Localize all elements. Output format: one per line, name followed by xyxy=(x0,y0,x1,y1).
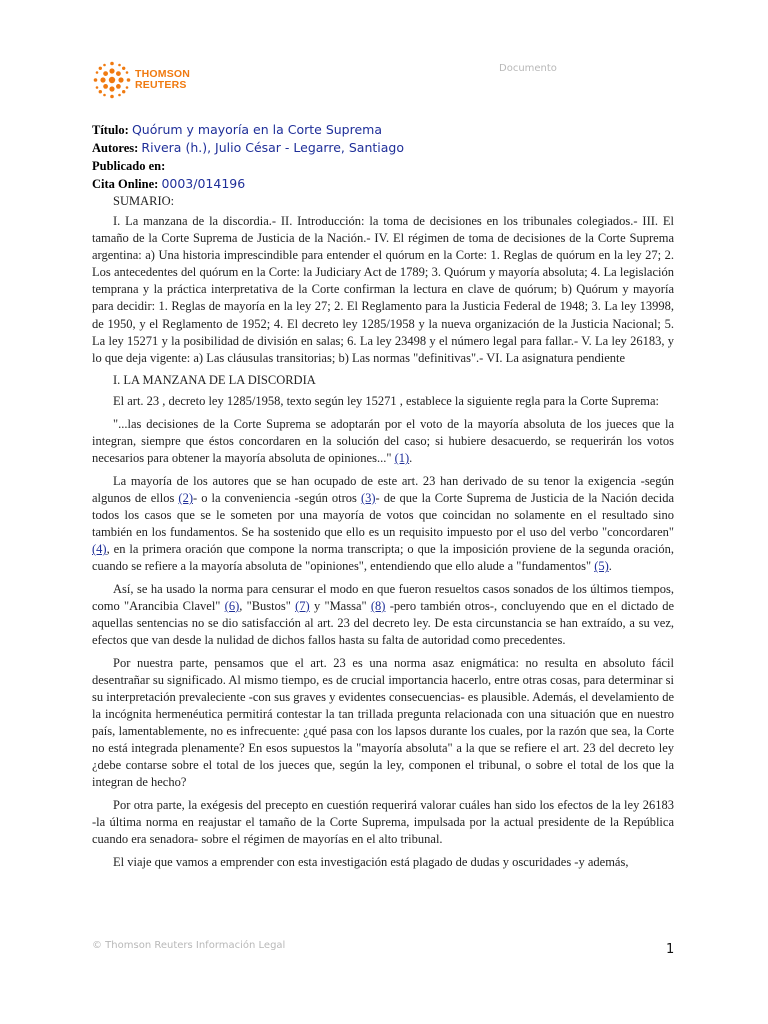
text-span: - de que la Corte Suprema de Justicia de la Nación decida todos los casos que se le someten por una mayoría de votos que coincidan no solamente en el resultado sino también en los fundamentos. Se ha sostenido que ello es un requisito impuesto por el uso del verbo "concordaren" xyxy=(92,490,675,540)
text-span: , en la primera oración que compone la norma transcripta; o que la imposición proviene de la segunda oración, cuando se refiere a la mayoría absoluta de "opiniones", entendiendo que ello alude a "fundamentos" xyxy=(92,542,674,574)
title-label: Título: xyxy=(92,123,129,137)
page-number: 1 xyxy=(666,942,675,957)
footnote-link-3[interactable]: (3) xyxy=(360,490,376,505)
text-span: . xyxy=(608,559,612,574)
footnote-link-6[interactable]: (6) xyxy=(224,598,240,613)
footnote-link-4[interactable]: (4) xyxy=(92,542,107,557)
summary-paragraph: I. La manzana de la discordia.- II. Introducción: la toma de decisiones en los tribunales colegiados.- III. El tamaño de la Corte Suprema de Justicia de la Nación.- IV. El régimen de toma de decisiones de la Corte Suprema argentina: a) Una historia imprescindible para entender el quórum en la Corte: 1. Reglas de quórum en la ley 27; 2. Los antecedentes del quórum en la Corte: la Judiciary Act de 1789; 3. Quórum y mayoría absoluta; 4. La legislación temprana y la práctica interpretativa de la Corte confirman la lectura en clave de quórum; b) Quórum y mayoría para decidir: 1. Reglas de mayoría en la ley 27; 2. El Reglamento para la Justicia Federal de 1948; 3. La ley 13998, de 1950, y el Reglamento de 1952; 4. El decreto ley 1285/1958 y la nueva organización de la Justicia Nacional; 5. La ley 15271 y la posibilidad de división en salas; 6. La ley 23498 y el número legal para fallar.- V. La ley 26183, y lo que deja vigente: a) Las cláusulas transitorias; b) Las normas "definitivas".- VI. La asignatura pendiente xyxy=(92,214,674,365)
section-heading: I. LA MANZANA DE LA DISCORDIA xyxy=(113,373,316,388)
document-page xyxy=(92,0,674,1024)
paragraph-2 xyxy=(92,473,674,576)
authors-label: Autores: xyxy=(92,141,139,156)
document-metadata xyxy=(92,121,674,210)
document-authors: Rivera (h.), Julio César - Legarre, Santiago xyxy=(141,140,404,156)
paragraph-1: El art. 23 , decreto ley 1285/1958, texto según ley 15271 , establece la siguiente regla para la Corte Suprema: xyxy=(113,394,660,409)
title-row xyxy=(92,121,674,139)
authors-row xyxy=(92,139,674,157)
document-label: Documento xyxy=(499,63,557,74)
quote-paragraph xyxy=(92,416,674,467)
footer-copyright: © Thomson Reuters Información Legal xyxy=(92,940,286,951)
paragraph-6: El viaje que vamos a emprender con esta investigación está plagado de dudas y oscuridades -y además, xyxy=(113,854,629,869)
paragraph-5: Por otra parte, la exégesis del precepto en cuestión requerirá valorar cuáles han sido los efectos de la ley 26183 -la última norma en reajustar el tamaño de la Corte Suprema, impulsada por la actual presidente de la República cuando era senadora- sobre el régimen de mayorías en el alto tribunal. xyxy=(92,798,674,847)
logo-wordmark xyxy=(135,69,190,91)
paragraph-3 xyxy=(92,581,674,649)
text-span: , "Bustos" xyxy=(239,598,296,613)
text-span: -pero también otros-, concluyendo que en el dictado de aquellas sentencias no se dio satisfacción al art. 23 del decreto ley. De esta circunstancia se han extraído, a su vez, efectos que van desde la nulidad de dichos fallos hasta su falta de autoridad como precedentes. xyxy=(92,598,674,648)
quote-end: . xyxy=(409,451,413,466)
document-title: Quórum y mayoría en la Corte Suprema xyxy=(131,122,383,137)
footnote-link-1[interactable]: (1) xyxy=(394,451,410,466)
document-body xyxy=(92,213,674,876)
sumario-heading: SUMARIO: xyxy=(113,194,175,209)
cita-label: Cita Online: xyxy=(92,176,159,191)
cita-online-value: 0003/014196 xyxy=(161,175,246,191)
thomson-reuters-logo-icon xyxy=(92,60,132,100)
logo-line-2: REUTERS xyxy=(135,79,187,91)
text-span: Así, se ha usado la norma para censurar el modo en que fueron resueltos casos sonados de los últimos tiempos, como "Arancibia Clavel" xyxy=(92,581,674,613)
text-span: - o la conveniencia -según otros xyxy=(193,490,361,505)
footnote-link-5[interactable]: (5) xyxy=(594,559,609,574)
published-label: Publicado en: xyxy=(92,158,166,173)
text-span: La mayoría de los autores que se han ocupado de este art. 23 han derivado de su tenor la exigencia -según algunos de ellos xyxy=(92,473,674,505)
paragraph-4: Por nuestra parte, pensamos que el art. 23 es una norma asaz enigmática: no resulta en absoluto fácil desentrañar su significado. Al mismo tiempo, es de crucial importancia hacerlo, entre otras cosas, para determinar si su interpretación prevaleciente -con sus graves y evidentes consecuencias- es plausible. Además, el develamiento de la incógnita hermenéutica permitirá contestar la tan trillada pregunta relacionada con una situación que en nuestro país, lamentablemente, no es infrecuente: ¿qué pasa con los lapsos durante los cuales, por la razón que sea, la Corte no está integrada plenamente? En esos supuestos la "mayoría absoluta" a la que se refiere el art. 23 del decreto ley ¿debe contarse sobre el total de los jueces que, según la ley, componen el tribunal, o sobre el total de los que la integran de hecho? xyxy=(92,655,674,790)
footnote-link-2[interactable]: (2) xyxy=(178,490,193,505)
footnote-link-8[interactable]: (8) xyxy=(370,598,386,613)
quote-text: "...las decisiones de la Corte Suprema se adoptarán por el voto de la mayoría absoluta de los jueces que la integran, siempre que éstos concordaren en la solución del caso; si hubiere desacuerdo, se requerirán los votos necesarios para obtener la mayoría absoluta de opiniones..." xyxy=(92,417,674,466)
published-row xyxy=(92,158,674,175)
logo-line-1: THOMSON xyxy=(135,68,191,80)
cita-row xyxy=(92,175,674,193)
footnote-link-7[interactable]: (7) xyxy=(295,598,310,613)
thomson-reuters-logo xyxy=(92,60,190,100)
text-span: y "Massa" xyxy=(309,598,371,613)
